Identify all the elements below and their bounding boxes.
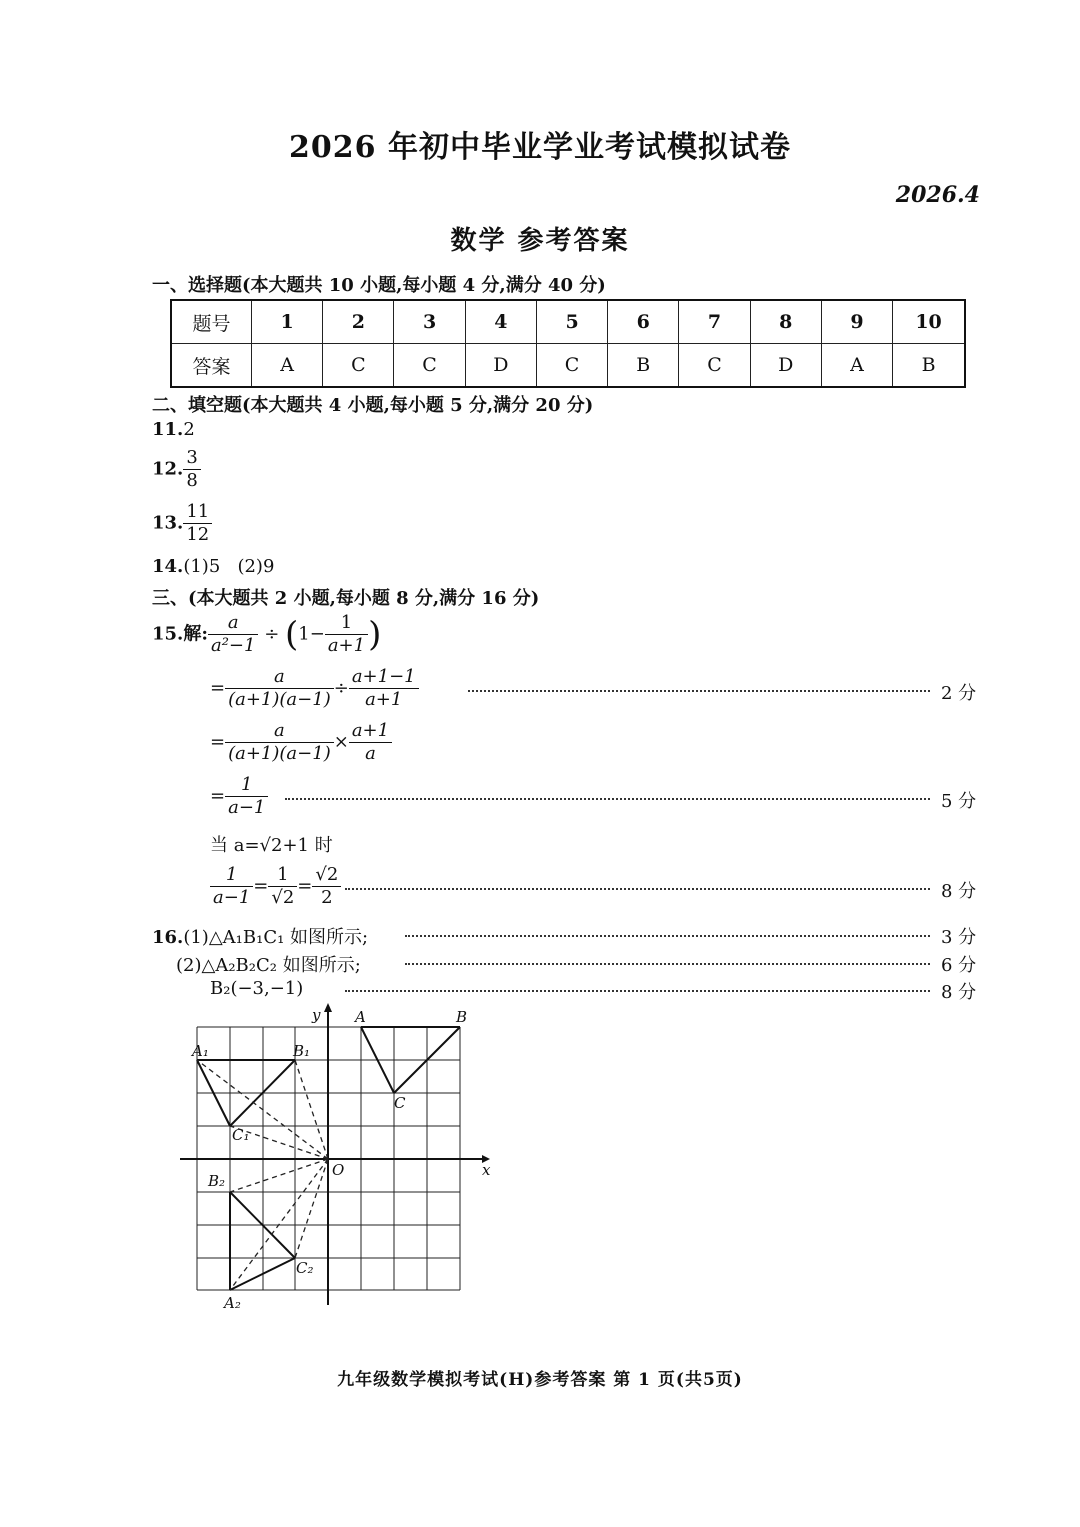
final-middle-numerator: 1 <box>268 864 297 887</box>
table-cell-answer: C <box>536 344 607 388</box>
step3-denominator: a−1 <box>228 797 266 818</box>
q14-answer <box>152 556 274 577</box>
q15-paren-denominator: a+1 <box>327 635 366 656</box>
coordinate-figure <box>150 1000 510 1330</box>
step2-left-denominator: (a+1)(a−1) <box>228 743 331 764</box>
step1-operator: ÷ <box>333 677 349 699</box>
axes <box>180 1010 482 1305</box>
step1-right-numerator: a+1−1 <box>349 666 419 689</box>
q15-step3 <box>210 774 268 819</box>
label-C: C <box>394 1094 406 1112</box>
q15-open-paren: ( <box>285 614 299 655</box>
label-A1: A₁ <box>192 1042 209 1060</box>
q16-part1-points: 3 分 <box>941 927 977 948</box>
equals-sign: = <box>253 875 269 897</box>
step3-numerator: 1 <box>225 774 268 797</box>
page-footer: 九年级数学模拟考试(H)参考答案 第 1 页(共5页) <box>337 1370 743 1390</box>
final-left-numerator: 1 <box>210 864 253 887</box>
label-B2: B₂ <box>208 1172 226 1190</box>
step1-left-denominator: (a+1)(a−1) <box>228 689 331 710</box>
q16-part1 <box>152 923 368 949</box>
q15-paren-numerator: 1 <box>325 612 368 635</box>
step2-right-numerator: a+1 <box>349 720 392 743</box>
q12-numerator: 3 <box>183 447 200 470</box>
q15-paren-fraction <box>325 612 368 657</box>
q16-label: 16. <box>152 927 184 948</box>
q12-fraction <box>183 447 200 492</box>
q16-part2-points: 6 分 <box>941 955 977 976</box>
table-cell-number: 6 <box>608 300 679 344</box>
dotted-leader <box>405 935 930 937</box>
section1-heading: 一、选择题(本大题共 10 小题,每小题 4 分,满分 40 分) <box>152 275 606 296</box>
q15-step2 <box>210 720 392 765</box>
final-left-denominator: a−1 <box>213 887 251 908</box>
dotted-leader <box>405 963 930 965</box>
step1-fraction-right <box>349 666 419 711</box>
final-right-denominator: 2 <box>321 887 333 908</box>
q15-close-paren: ) <box>368 614 382 655</box>
q14-value: (1)5 (2)9 <box>183 556 275 577</box>
table-cell-answer: C <box>679 344 750 388</box>
section3-heading: 三、(本大题共 2 小题,每小题 8 分,满分 16 分) <box>152 588 540 609</box>
q15-step1 <box>210 666 419 711</box>
y-axis-arrow <box>324 1003 332 1012</box>
step1-points: 2 分 <box>941 683 977 704</box>
q15-divide-sign: ÷ <box>264 623 280 645</box>
q16-part1-text: (1)△A₁B₁C₁ 如图所示; <box>183 927 369 948</box>
final-fraction-right <box>312 864 341 909</box>
dotted-leader <box>345 888 930 890</box>
q16-part3: B₂(−3,−1) <box>210 978 304 999</box>
table-cell-answer: C <box>323 344 394 388</box>
step1-fraction-left <box>225 666 334 711</box>
step1-right-denominator: a+1 <box>365 689 403 710</box>
table-cell-number: 9 <box>821 300 892 344</box>
table-cell-answer: C <box>394 344 465 388</box>
step2-left-numerator: a <box>225 720 334 743</box>
q15-problem <box>152 612 381 657</box>
q15-lhs-numerator: a <box>208 612 258 635</box>
q16-part3-points: 8 分 <box>941 982 977 1003</box>
answer-table <box>170 299 966 388</box>
table-cell-number: 3 <box>394 300 465 344</box>
final-fraction-left <box>210 864 253 909</box>
q15-paren-prefix: 1− <box>298 623 325 645</box>
step2-fraction-left <box>225 720 334 765</box>
q13-denominator: 12 <box>186 524 210 545</box>
dotted-leader <box>345 990 930 992</box>
table-row-label: 答案 <box>171 344 252 388</box>
label-x: x <box>482 1161 491 1179</box>
answer-table-number-row <box>171 300 965 344</box>
table-cell-number: 10 <box>893 300 965 344</box>
label-B1: B₁ <box>293 1042 311 1060</box>
page-title: 2026 年初中毕业学业考试模拟试卷 <box>289 130 791 165</box>
q12-number: 12. <box>152 458 184 480</box>
q16-part2: (2)△A₂B₂C₂ 如图所示; <box>176 955 361 976</box>
equals-sign: = <box>297 875 313 897</box>
table-row-label: 题号 <box>171 300 252 344</box>
label-y: y <box>312 1006 321 1024</box>
equals-sign: = <box>210 677 226 699</box>
step2-right-denominator: a <box>365 743 376 764</box>
step1-left-numerator: a <box>225 666 334 689</box>
dotted-leader <box>285 798 930 800</box>
final-right-numerator: √2 <box>312 864 341 887</box>
final-fraction-middle <box>268 864 297 909</box>
label-A2: A₂ <box>224 1294 241 1312</box>
table-cell-number: 5 <box>536 300 607 344</box>
q13-fraction <box>183 501 212 546</box>
label-C2: C₂ <box>296 1259 314 1277</box>
q13-answer <box>152 501 212 546</box>
q11-value: 2 <box>183 419 195 440</box>
q11-number: 11. <box>152 419 184 440</box>
label-O: O <box>332 1161 345 1179</box>
label-B: B <box>456 1008 468 1026</box>
section2-heading: 二、填空题(本大题共 4 小题,每小题 5 分,满分 20 分) <box>152 395 594 416</box>
q15-final <box>210 864 341 909</box>
step3-fraction <box>225 774 268 819</box>
table-cell-answer: A <box>821 344 892 388</box>
step2-operator: × <box>333 731 349 753</box>
label-A: A <box>355 1008 366 1026</box>
step3-points: 5 分 <box>941 791 977 812</box>
q13-number: 13. <box>152 512 184 534</box>
final-middle-denominator: √2 <box>271 887 295 908</box>
table-cell-number: 1 <box>252 300 323 344</box>
q15-label: 15.解: <box>152 623 208 645</box>
table-cell-number: 8 <box>750 300 821 344</box>
page-subtitle: 数学 参考答案 <box>450 226 630 256</box>
table-cell-answer: D <box>750 344 821 388</box>
step2-fraction-right <box>349 720 392 765</box>
q12-denominator: 8 <box>186 470 198 491</box>
q15-lhs-fraction <box>208 612 258 657</box>
q12-answer <box>152 447 201 492</box>
table-cell-number: 4 <box>465 300 536 344</box>
q14-number: 14. <box>152 556 184 577</box>
exam-date: 2026.4 <box>895 182 980 208</box>
final-points: 8 分 <box>941 881 977 902</box>
q13-numerator: 11 <box>183 501 212 524</box>
table-cell-number: 2 <box>323 300 394 344</box>
q11-answer <box>152 419 195 440</box>
table-cell-answer: B <box>608 344 679 388</box>
table-cell-answer: B <box>893 344 965 388</box>
dotted-leader <box>468 690 930 692</box>
table-cell-answer: D <box>465 344 536 388</box>
equals-sign: = <box>210 731 226 753</box>
label-C1: C₁ <box>232 1126 250 1144</box>
table-cell-number: 7 <box>679 300 750 344</box>
equals-sign: = <box>210 785 226 807</box>
answer-table-answer-row <box>171 344 965 388</box>
q15-lhs-denominator: a²−1 <box>210 635 256 656</box>
table-cell-answer: A <box>252 344 323 388</box>
q15-substitution: 当 a=√2+1 时 <box>210 835 333 856</box>
